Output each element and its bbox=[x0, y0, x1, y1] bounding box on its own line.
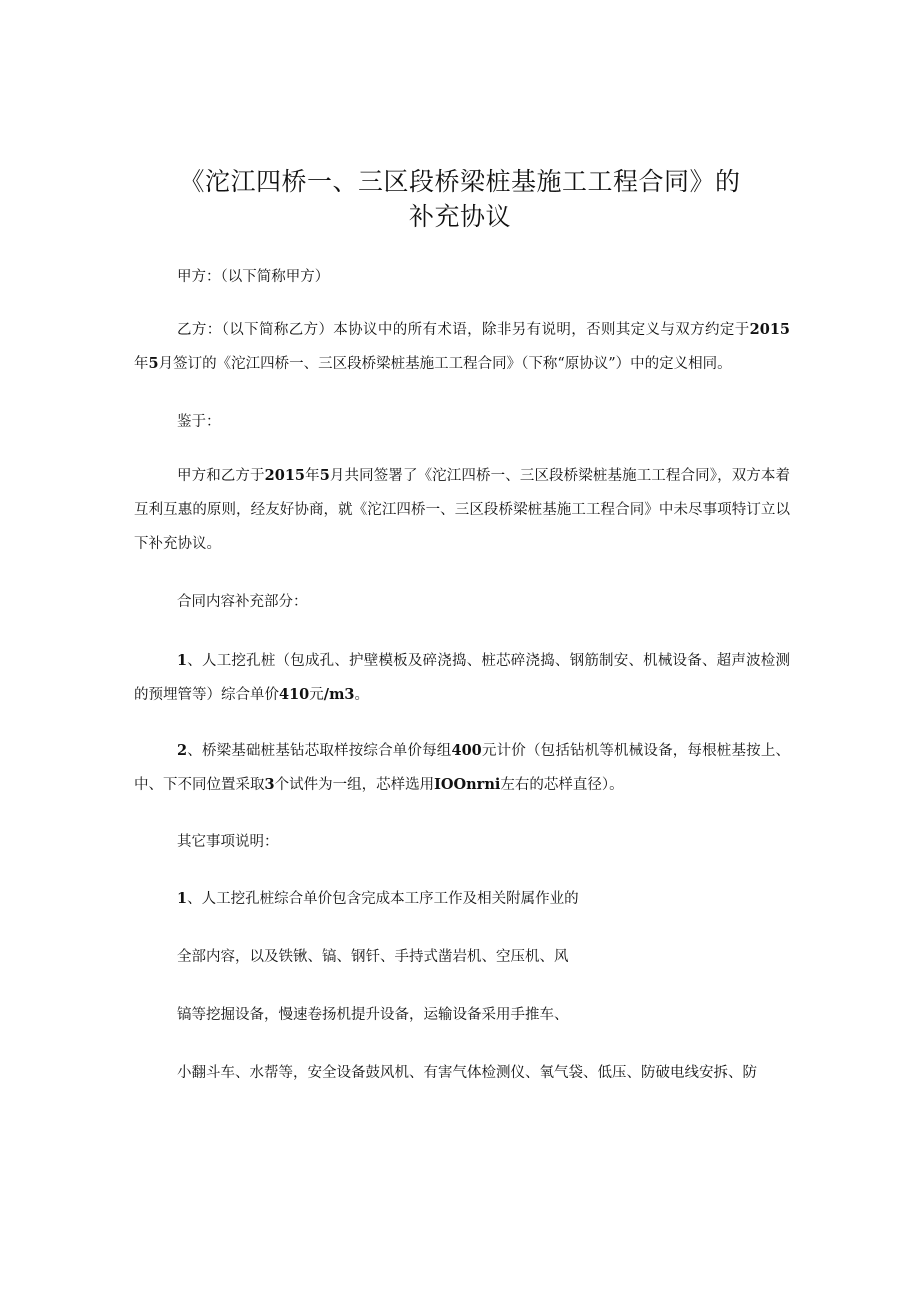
intro-month: 5 bbox=[319, 467, 330, 484]
party-b-text2: 年 bbox=[134, 356, 149, 372]
supplement-item-2-number: 2 bbox=[177, 742, 188, 759]
supplement-item-1-number: 1 bbox=[177, 652, 188, 669]
party-b-text3: 月签订的《沱江四桥一、三区段桥梁桩基施工工程合同》（下称“原协议”）中的定义相同。 bbox=[158, 356, 732, 372]
supplement-item-2-text2: 元计价（包括钻机等机械设备，每根桩基按上、中、下不同位置采取 bbox=[134, 743, 791, 793]
supplement-item-1-text2: 元 bbox=[309, 687, 324, 703]
document-title-line1: 《沱江四桥一、三区段桥梁桩基施工工程合同》的 bbox=[179, 167, 741, 196]
other-item-1-continuation-1: 全部内容，以及铁锹、镐、钢钎、手持式凿岩机、空压机、风 bbox=[177, 949, 569, 965]
supplement-heading: 合同内容补充部分： bbox=[177, 594, 308, 610]
party-b-paragraph bbox=[134, 313, 790, 381]
supplement-item-1-price: 410 bbox=[279, 686, 310, 703]
supplement-item-2-text3: 个试件为一组，芯样选用 bbox=[274, 777, 435, 793]
intro-text3: 月共同签署了《沱江四桥一、三区段桥梁桩基施工工程合同》，双方本着互利互惠的原则，经友好协商，就《沱江四桥一、三区段桥梁桩基施工工程合同》中未尽事项特订立以下补充协议。 bbox=[134, 468, 791, 552]
other-item-1-text: 、人工挖孔桩综合单价包含完成本工序工作及相关附属作业的 bbox=[187, 891, 579, 907]
intro-paragraph bbox=[134, 459, 790, 561]
supplement-item-2-text1: 、桥梁基础桩基钻芯取样按综合单价每组 bbox=[187, 743, 452, 759]
supplement-item-1 bbox=[134, 644, 790, 712]
party-a-line: 甲方：（以下简称甲方） bbox=[177, 269, 330, 285]
other-heading: 其它事项说明： bbox=[177, 834, 279, 850]
intro-text1: 甲方和乙方于 bbox=[177, 468, 265, 484]
other-item-1 bbox=[134, 882, 790, 916]
supplement-item-1-text3: 。 bbox=[354, 687, 370, 703]
supplement-item-2-price: 400 bbox=[451, 742, 482, 759]
intro-text2: 年 bbox=[305, 468, 320, 484]
party-b-month: 5 bbox=[148, 355, 159, 372]
other-item-1-continuation-3: 小翻斗车、水帮等，安全设备鼓风机、有害气体检测仪、氧气袋、低压、防破电线安拆、防 bbox=[177, 1065, 757, 1081]
supplement-item-1-text1: 、人工挖孔桩（包成孔、护壁模板及碎浇捣、桩芯碎浇捣、钢筋制安、机械设备、超声波检测的预埋管等）综合单价 bbox=[134, 653, 790, 703]
supplement-item-2-count: 3 bbox=[264, 776, 275, 793]
whereas-heading: 鉴于： bbox=[177, 414, 221, 430]
party-b-text1: 乙方：（以下简称乙方）本协议中的所有术语，除非另有说明，否则其定义与双方约定于 bbox=[177, 322, 750, 338]
party-b-year: 2015 bbox=[749, 321, 790, 338]
other-item-1-continuation-2: 镐等挖掘设备，慢速卷扬机提升设备，运输设备采用手推车、 bbox=[177, 1007, 569, 1023]
intro-year: 2015 bbox=[264, 467, 306, 484]
supplement-item-1-unit: /m3 bbox=[323, 686, 355, 703]
supplement-item-2-text4: 左右的芯样直径）。 bbox=[500, 777, 624, 793]
other-item-1-number: 1 bbox=[177, 890, 188, 907]
supplement-item-2 bbox=[134, 734, 790, 802]
supplement-item-2-diameter: IOOnrni bbox=[434, 776, 501, 793]
document-title-line2: 补充协议 bbox=[408, 202, 511, 231]
